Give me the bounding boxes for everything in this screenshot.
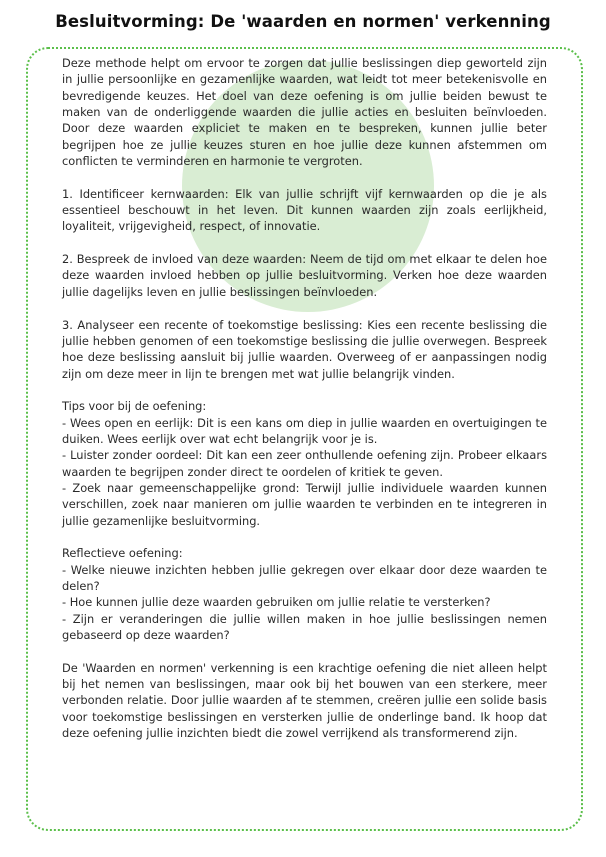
reflection-heading: Reflectieve oefening: <box>62 546 183 561</box>
page-title: Besluitvorming: De 'waarden en normen' verkenning <box>55 12 551 31</box>
tip-item: - Luister zonder oordeel: Dit kan een zeer onthullende oefening zijn. Probeer elkaars waarden te begrijpen zonder direct te oordelen of kritiek te geven. <box>62 448 547 479</box>
intro-paragraph: Deze methode helpt om ervoor te zorgen dat jullie beslissingen diep geworteld zijn in jullie persoonlijke en gezamenlijke waarden, wat leidt tot meer betekenisvolle en bevredigende keuzes. Het doel van deze oefening is om jullie beiden bewust te maken van de onderliggende waarden die jullie acties en besluiten beïnvloeden. Door deze waarden expliciet te maken en te bespreken, kunnen jullie beter begrijpen hoe ze jullie keuzes sturen en hoe jullie deze kunnen afstemmen om conflicten te verminderen en harmonie te vergroten. <box>62 56 547 169</box>
reflection-item: - Hoe kunnen jullie deze waarden gebruiken om jullie relatie te versterken? <box>62 595 491 610</box>
step-1: 1. Identificeer kernwaarden: Elk van jullie schrijft vijf kernwaarden op die je als essentieel beschouwt in het leven. Dit kunnen waarden zijn zoals eerlijkheid, loyaliteit, vrijgevigheid, respect, of innovatie. <box>62 186 547 234</box>
tips-heading: Tips voor bij de oefening: <box>62 399 207 414</box>
reflection-section <box>62 545 547 643</box>
reflection-item: - Welke nieuwe inzichten hebben jullie gekregen over elkaar door deze waarden te delen? <box>62 562 547 593</box>
step-2: 2. Bespreek de invloed van deze waarden: Neem de tijd om met elkaar te delen hoe deze waarden invloed hebben op jullie besluitvorming. Verken hoe deze waarden jullie dagelijks leven en jullie beslissingen beïnvloeden. <box>62 252 547 299</box>
tips-section <box>62 398 547 529</box>
tip-item: - Zoek naar gemeenschappelijke grond: Terwijl jullie individuele waarden kunnen verschillen, zoek naar manieren om jullie waarden te verbinden en te integreren in jullie gezamenlijke besluitvorming. <box>62 480 547 528</box>
step-3: 3. Analyseer een recente of toekomstige beslissing: Kies een recente beslissing die jullie hebben genomen of een toekomstige beslissing die jullie overwegen. Bespreek hoe deze beslissing aansluit bij jullie waarden. Overweeg of er aanpassingen nodig zijn om deze meer in lijn te brengen met wat jullie belangrijk vinden. <box>62 317 547 381</box>
document-body <box>62 55 547 758</box>
tip-item: - Wees open en eerlijk: Dit is een kans om diep in jullie waarden en overtuigingen te duiken. Wees eerlijk over wat echt belangrijk voor je is. <box>62 415 547 446</box>
conclusion-paragraph: De 'Waarden en normen' verkenning is een krachtige oefening die niet alleen helpt bij het nemen van beslissingen, maar ook bij het bouwen van een sterkere, meer verbonden relatie. Door jullie waarden af te stemmen, creëren jullie een solide basis voor toekomstige beslissingen en versterken jullie de onderlinge band. Ik hoop dat deze oefening jullie inzichten biedt die zowel verrijkend als transformerend zijn. <box>62 660 547 741</box>
reflection-item: - Zijn er veranderingen die jullie willen maken in hoe jullie beslissingen nemen gebaseerd op deze waarden? <box>62 611 547 643</box>
